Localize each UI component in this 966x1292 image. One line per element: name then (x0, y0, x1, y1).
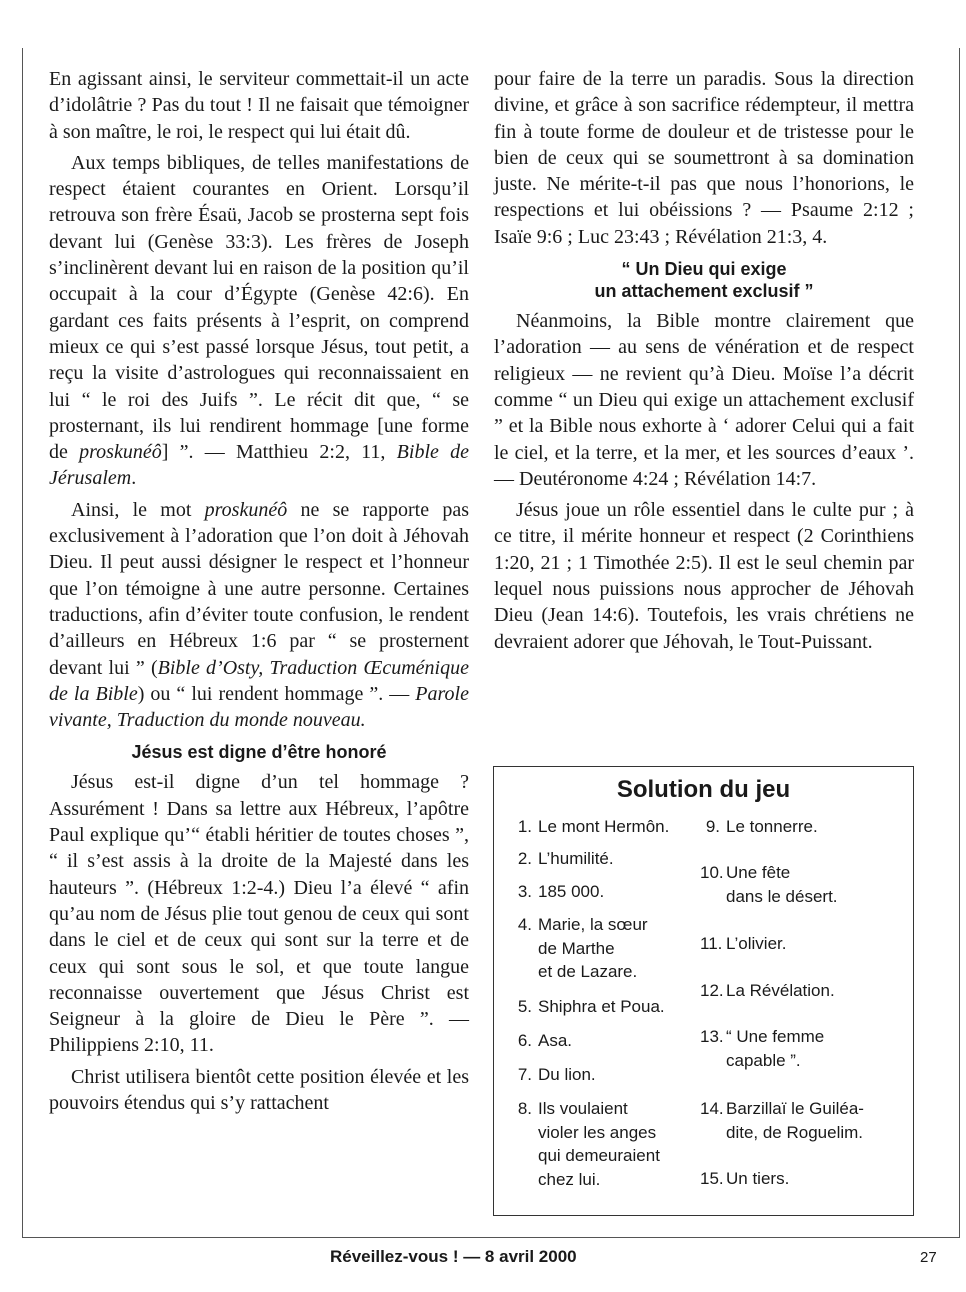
solution-text: L’humilité. (538, 849, 614, 868)
solution-box (493, 766, 914, 1216)
solution-item (512, 1097, 660, 1191)
solution-text: “ Une femme capable ”. (726, 1027, 825, 1070)
solution-text: 185 000. (538, 882, 605, 901)
solution-item (700, 1025, 824, 1072)
solution-text: Barzillaï le Guiléa- dite, de Roguelim. (726, 1099, 864, 1142)
solution-number: 14. (700, 1099, 724, 1118)
solution-number: 10. (700, 863, 724, 882)
paragraph: En agissant ainsi, le serviteur commettait-il un acte d’idolâtrie ? Pas du tout ! Il ne faisait que témoigner à son maître, le roi, le respect qui lui était dû. (49, 68, 469, 143)
page-number: 27 (920, 1249, 937, 1266)
paragraph: Jésus joue un rôle essentiel dans le culte pur ; à ce titre, il mérite honneur et respect (2 Corinthiens 1:20, 21 ; 1 Timothée 2:5). Il est le seul chemin par lequel nous puissions nous approcher de Jéhovah Dieu (Jean 14:6). Toutefois, les vrais chrétiens ne devraient adorer que Jéhovah, le Tout-Puissant. (494, 499, 914, 653)
paragraph: Aux temps bibliques, de telles manifestations de respect étaient courantes en Orient. Lorsqu’il retrouva son frère Ésaü, Jacob se prosterna sept fois devant lui (Genèse 33:3). Les frères de Joseph s’inclinèrent devant lui en raison de la position qu’il occupait à la cour d’Égypte (Genèse 42:6). En gardant ces faits présents à l’esprit, on comprend mieux ce qui s’est passé lorsque Jésus, tout petit, a reçu la visite d’astrologues qui reconnaissaient en lui “ le roi des Juifs ”. Le récit dit que, “ se prosternant, ils lui rendirent hommage [une forme de proskunéô] ”. — Matthieu 2:2, 11, Bible de Jérusalem. (49, 151, 469, 490)
solution-item (700, 815, 818, 839)
solution-text: Marie, la sœur de Marthe et de Lazare. (538, 915, 648, 981)
solution-item (512, 880, 604, 904)
solution-number: 15. (700, 1169, 724, 1188)
paragraph: Néanmoins, la Bible montre clairement que l’adoration — au sens de vénération et de respect religieux — ne revient qu’à Dieu. Moïse l’a décrit comme “ un Dieu qui exige un attachement exclusif ” et la Bible nous exhorte à ‘ adorer Celui qui a fait le ciel, et la terre, et la mer, et les sources d’eaux ’. — Deutéronome 4:24 ; Révélation 14:7. (494, 310, 914, 490)
solution-item (512, 995, 665, 1019)
paragraph: Ainsi, le mot proskunéô ne se rapporte pas exclusivement à l’adoration que l’on doit à Jéhovah Dieu. Il peut aussi désigner le respect et l’honneur que l’on témoigne à une autre personne. Certaines traductions, afin d’éviter toute confusion, le rendent d’ailleurs en Hébreux 1:6 par “ se prosternent devant lui ” (Bible d’Osty, Traduction Œcuménique de la Bible) ou “ lui rendent hommage ”. — Parole vivante, Traduction du monde nouveau. (49, 498, 470, 732)
solution-item (512, 847, 614, 871)
solution-item (700, 1167, 789, 1191)
solution-item (512, 1063, 596, 1087)
solution-number: 7. (517, 1065, 532, 1084)
solution-item (700, 979, 835, 1003)
paragraph: Christ utilisera bientôt cette position élevée et les pouvoirs étendus qui s’y rattachent (49, 1065, 469, 1114)
solution-number: 13. (700, 1027, 724, 1046)
solution-text: La Révélation. (726, 981, 835, 1000)
solution-number: 1. (517, 817, 532, 836)
solution-number: 2. (517, 849, 532, 868)
section-heading: Jésus est digne d’être honoré (131, 742, 387, 763)
solution-number: 11. (700, 934, 723, 953)
solution-item (512, 913, 648, 984)
solution-number: 6. (517, 1031, 532, 1050)
solution-item (700, 932, 786, 956)
solution-text: Une fête dans le désert. (726, 863, 838, 906)
section-heading: “ Un Dieu qui exige un attachement exclusif ” (594, 259, 814, 302)
solution-text: Le mont Hermôn. (538, 817, 670, 836)
paragraph: Jésus est-il digne d’un tel hommage ? Assurément ! Dans sa lettre aux Hébreux, l’apôtre Paul explique qu’“ établi héritier de toutes choses ”, “ il s’est assis à la droite de la Majesté dans les hauteurs ”. (Hébreux 1:2-4.) Dieu l’a élevé “ afin qu’au nom de Jésus plie tout genou de ceux qui sont dans le ciel et de ceux qui sont sur la terre et de ceux qui sont sous le sol, et que toute langue reconnaisse ouvertement que Jésus Christ est Seigneur à la gloire de Dieu le Père ”. — Philippiens 2:10, 11. (49, 771, 469, 1057)
solution-item (700, 861, 838, 908)
solution-number: 12. (700, 981, 724, 1000)
solution-number: 9. (705, 817, 720, 836)
solution-text: Ils voulaient violer les anges qui demeuraient chez lui. (538, 1099, 660, 1189)
paragraph: pour faire de la terre un paradis. Sous la direction divine, et grâce à son sacrifice rédempteur, il mettra fin à toute forme de douleur et de tristesse pour le bien de ceux qui se soumettront à sa domination juste. Ne mérite-t-il pas que nous l’honorions, le respections et lui obéissions ? — Psaume 2:12 ; Isaïe 9:6 ; Luc 23:43 ; Révélation 21:3, 4. (494, 68, 914, 248)
left-column (49, 66, 469, 1121)
solution-title: Solution du jeu (616, 776, 791, 803)
solution-number: 4. (517, 915, 532, 934)
solution-item (512, 815, 669, 839)
solution-text: Le tonnerre. (726, 817, 818, 836)
solution-text: Asa. (538, 1031, 573, 1050)
magazine-title: Réveillez-vous ! — 8 avril 2000 (330, 1247, 577, 1266)
solution-item (512, 1029, 572, 1053)
solution-text: L’olivier. (726, 934, 787, 953)
solution-text: Shiphra et Poua. (538, 997, 665, 1016)
solution-number: 5. (517, 997, 532, 1016)
solution-text: Du lion. (538, 1065, 596, 1084)
solution-number: 8. (517, 1099, 532, 1118)
solution-number: 3. (517, 882, 532, 901)
right-column (494, 66, 914, 660)
solution-item (700, 1097, 864, 1144)
solution-text: Un tiers. (726, 1169, 790, 1188)
